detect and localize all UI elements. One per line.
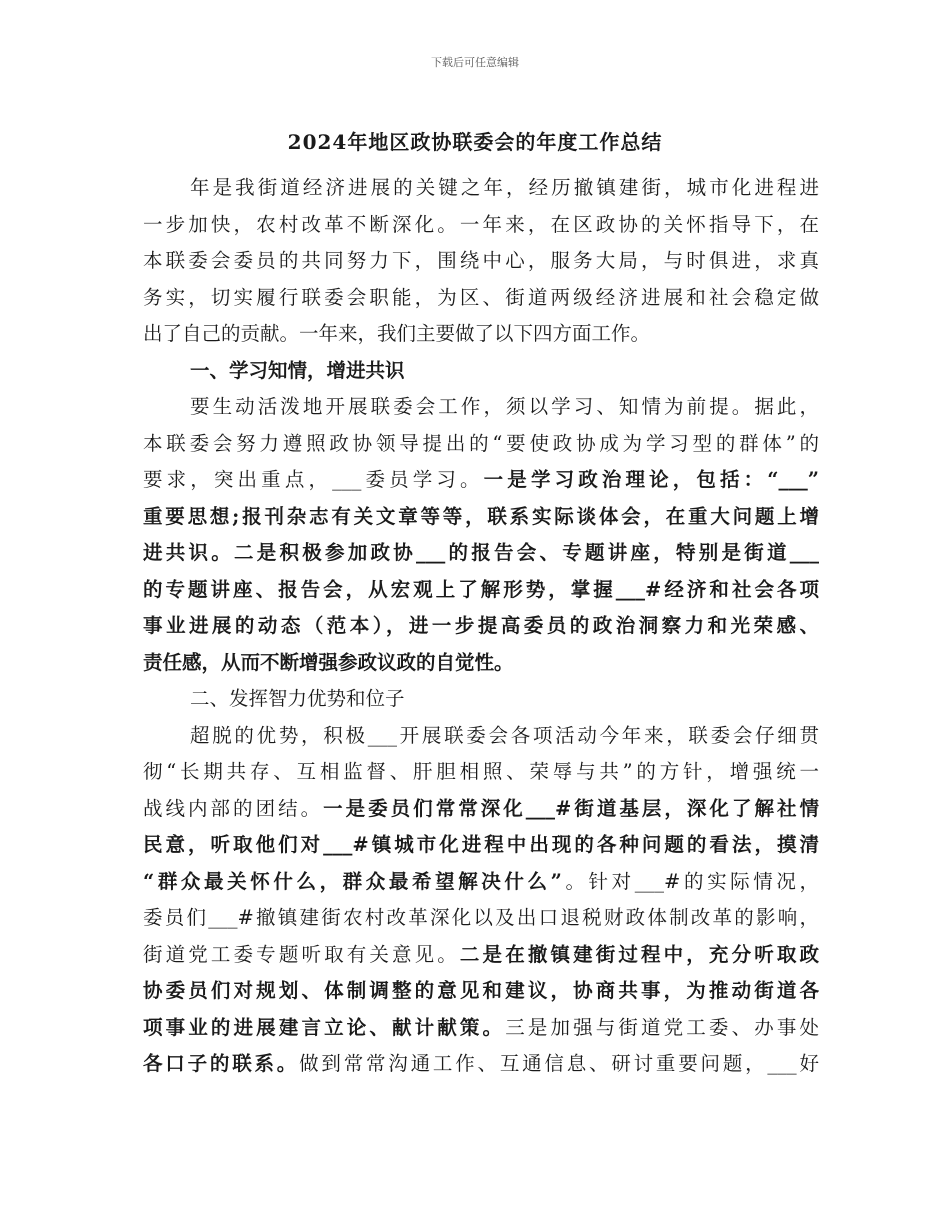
bold-text-run: 一是委员们常常深化___#街道基层，深化了解社情: [323, 796, 819, 820]
text-line: [143, 170, 819, 207]
text-line: [143, 827, 819, 864]
text-line: [143, 243, 819, 280]
text-line: [143, 353, 819, 390]
text-line: [143, 316, 819, 353]
text-line: [143, 1010, 819, 1047]
text-run: 委员们___#撤镇建街农村改革深化以及出口退税财政体制改革的影响，: [143, 906, 819, 929]
header-note: 下载后可任意编辑: [431, 56, 519, 69]
text-line: [143, 572, 819, 609]
text-line: [143, 207, 819, 244]
text-line: [143, 791, 819, 828]
text-run: 战线内部的团结。: [143, 796, 324, 820]
bold-text-run: 责任感，从而不断增强参政议政的自觉性。: [143, 650, 514, 674]
bold-text-run: 协委员们对规划、体制调整的意见和建议，协商共事，为推动街道各: [143, 979, 819, 1002]
text-line: [143, 280, 819, 317]
text-run: 年是我街道经济进展的关键之年，经历撤镇建街，城市化进程进: [190, 176, 819, 199]
text-line: [143, 718, 819, 755]
text-run: 三是加强与街道党工委、办事处: [505, 1015, 819, 1039]
text-run: 本联委会努力遵照政协领导提出的“要使政协成为学习型的群体”的: [143, 431, 819, 455]
bold-text-run: 民意，听取他们对___#镇城市化进程中出现的各种问题的看法，摸清: [143, 833, 819, 856]
bold-text-run: 事业进展的动态（范本），进一步提高委员的政治洞察力和光荣感、: [143, 614, 819, 637]
text-run: 做到常常沟通工作、互通信息、研讨重要问题，___好: [299, 1052, 819, 1075]
bold-text-run: 进共识。二是积极参加政协___的报告会、专题讲座，特别是街道___: [143, 541, 819, 564]
text-run: 要求，突出重点，___委员学习。: [143, 468, 484, 491]
bold-text-run: “群众最关怀什么，群众最希望解决什么”: [143, 869, 562, 893]
text-line: [143, 645, 819, 682]
text-run: 街道党工委专题听取有关意见。: [143, 942, 460, 966]
text-line: [143, 608, 819, 645]
text-line: [143, 973, 819, 1010]
bold-text-run: 重要思想;报刊杂志有关文章等等，联系实际谈体会，在重大问题上增: [143, 504, 819, 528]
bold-text-run: 的专题讲座、报告会，从宏观上了解形势，掌握___#经济和社会各项: [143, 577, 819, 601]
text-run: 一步加快，农村改革不断深化。一年来，在区政协的关怀指导下，在: [143, 212, 819, 236]
bold-text-run: 二是在撤镇建街过程中，充分听取政: [459, 942, 819, 966]
text-run: 出了自己的贡献。一年来，我们主要做了以下四方面工作。: [143, 322, 651, 345]
text-line: [143, 900, 819, 937]
text-run: 要生动活泼地开展联委会工作，须以学习、知情为前提。据此，: [190, 395, 819, 418]
text-line: [143, 462, 819, 499]
text-run: 。针对___#的实际情况，: [561, 869, 819, 893]
bold-text-run: 项事业的进展建言立论、献计献策。: [143, 1015, 506, 1039]
text-run: 本联委会委员的共同努力下，围绕中心，服务大局，与时俱进，求真: [143, 249, 819, 272]
text-run: 超脱的优势，积极___开展联委会各项活动今年来，联委会仔细贯: [190, 723, 819, 747]
text-line: [143, 864, 819, 901]
text-run: 彻“长期共存、互相监督、肝胆相照、荣辱与共”的方针，增强统一: [143, 760, 819, 783]
text-line: [143, 681, 819, 718]
text-run: 务实，切实履行联委会职能，为区、街道两级经济进展和社会稳定做: [143, 285, 819, 309]
document-body: [143, 170, 819, 1083]
text-run: 二、发挥智力优势和位子: [190, 687, 405, 710]
text-line: [143, 499, 819, 536]
text-line: [143, 754, 819, 791]
document-title: 2024年地区政协联委会的年度工作总结: [287, 130, 663, 154]
text-line: [143, 389, 819, 426]
bold-text-run: 各口子的联系。: [143, 1052, 300, 1075]
text-line: [143, 535, 819, 572]
text-line: [143, 937, 819, 974]
bold-text-run: 一、学习知情，增进共识: [190, 358, 405, 382]
text-line: [143, 426, 819, 463]
text-line: [143, 1046, 819, 1083]
bold-text-run: 一是学习政治理论，包括：“___”: [483, 468, 819, 491]
